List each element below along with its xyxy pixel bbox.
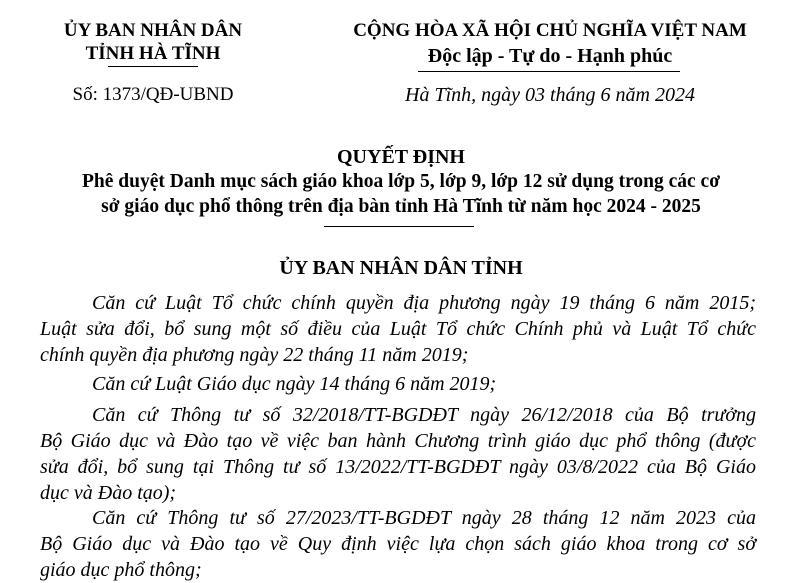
preamble-paragraph-3 <box>40 402 756 506</box>
motto-underline <box>418 71 680 72</box>
national-title: CỘNG HÒA XÃ HỘI CHỦ NGHĨA VIỆT NAM <box>353 20 747 41</box>
preamble-line: Căn cứ Luật Giáo dục ngày 14 tháng 6 năm 2019; <box>92 373 497 395</box>
preamble-paragraph-4 <box>40 505 756 583</box>
preamble-line: Căn cứ Thông tư số 32/2018/TT-BGDĐT ngày 26/12/2018 của Bộ trưởng <box>92 404 756 426</box>
issuing-org-line2: TỈNH HÀ TĨNH <box>85 43 221 64</box>
issuing-org-line1: ỦY BAN NHÂN DÂN <box>63 20 243 41</box>
preamble-line: dục và Đào tạo); <box>40 482 177 504</box>
preamble-line: giáo dục phổ thông; <box>40 559 202 581</box>
preamble-paragraph-2 <box>40 371 756 397</box>
preamble-line: Bộ Giáo dục và Đào tạo về Quy định việc lựa chọn sách giáo khoa trong cơ sở <box>40 533 756 555</box>
preamble-line: Bộ Giáo dục và Đào tạo về việc ban hành Chương trình giáo dục phổ thông (được <box>40 430 756 452</box>
authority-heading: ỦY BAN NHÂN DÂN TỈNH <box>279 257 523 279</box>
preamble-line: sửa đổi, bổ sung tại Thông tư số 13/2022/TT-BGDĐT ngày 03/8/2022 của Bộ Giáo <box>40 456 756 478</box>
preamble-line: Luật sửa đổi, bổ sung một số điều của Luật Tổ chức Chính phủ và Luật Tổ chức <box>40 318 756 340</box>
preamble-line: chính quyền địa phương ngày 22 tháng 11 năm 2019; <box>40 344 469 366</box>
title-underline <box>324 226 474 227</box>
preamble-line: Căn cứ Luật Tổ chức chính quyền địa phương ngày 19 tháng 6 năm 2015; <box>92 292 756 314</box>
subject-line-2: sở giáo dục phổ thông trên địa bàn tỉnh Hà Tĩnh từ năm học 2024 - 2025 <box>101 196 701 217</box>
place-date: Hà Tĩnh, ngày 03 tháng 6 năm 2024 <box>405 84 695 106</box>
national-motto: Độc lập - Tự do - Hạnh phúc <box>427 45 673 67</box>
org-underline <box>108 66 198 67</box>
preamble-paragraph-1 <box>40 290 756 368</box>
document-number: Số: 1373/QĐ-UBND <box>72 84 234 105</box>
preamble-line: Căn cứ Thông tư số 27/2023/TT-BGDĐT ngày 28 tháng 12 năm 2023 của <box>92 507 756 529</box>
document-type-heading: QUYẾT ĐỊNH <box>337 146 465 168</box>
subject-line-1: Phê duyệt Danh mục sách giáo khoa lớp 5, lớp 9, lớp 12 sử dụng trong các cơ <box>82 171 720 192</box>
